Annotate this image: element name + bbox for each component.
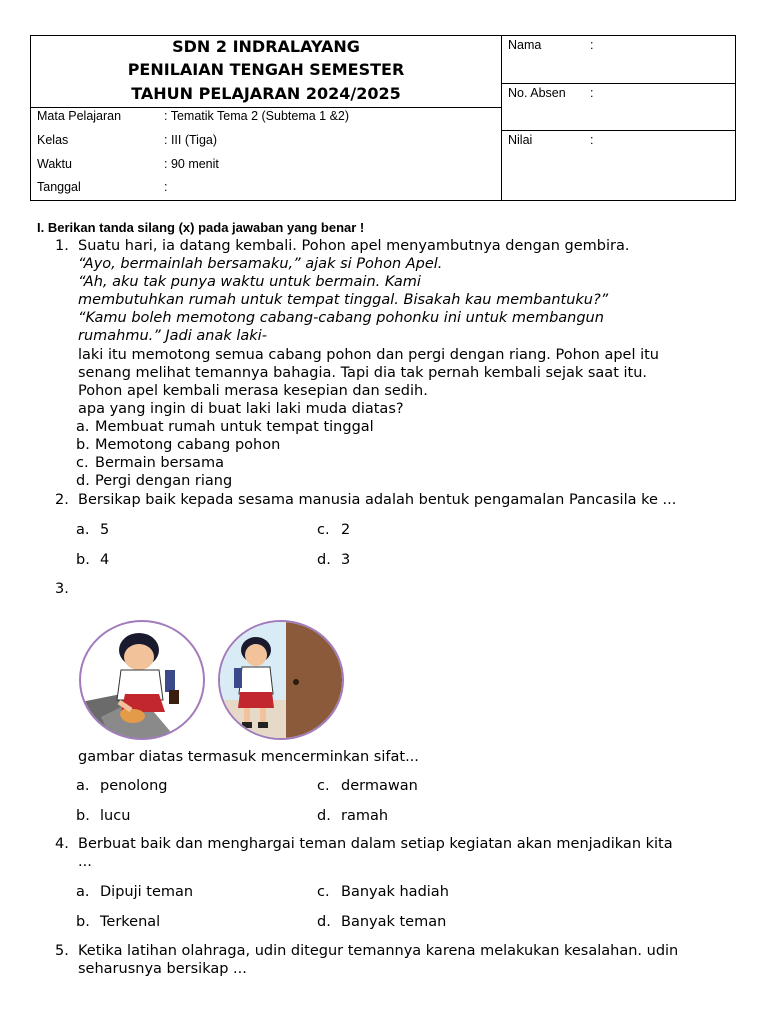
option-text: Bermain bersama [95, 455, 224, 471]
question-5-line: seharusnya bersikap ... [78, 961, 247, 977]
exam-title: PENILAIAN TENGAH SEMESTER [127, 60, 405, 79]
option-text: Banyak hadiah [341, 884, 449, 900]
question-4-line: Berbuat baik dan menghargai teman dalam setiap kegiatan akan menjadikan kita [78, 836, 673, 852]
option-letter: c. [317, 778, 330, 794]
option-letter: c. [317, 522, 330, 538]
question-1-line: laki itu memotong semua cabang pohon dan pergi dengan riang. Pohon apel itu [78, 347, 659, 363]
class-value: : III (Tiga) [164, 133, 218, 147]
question-5-line: Ketika latihan olahraga, udin ditegur temannya karena melakukan kesalahan. udin [78, 943, 679, 959]
subject-value: : Tematik Tema 2 (Subtema 1 &2) [164, 109, 350, 123]
absence-label: No. Absen [508, 86, 566, 100]
question-1-line: “Ayo, bermainlah bersamaku,” ajak si Pohon Apel. [78, 256, 443, 272]
class-label: Kelas [37, 133, 69, 147]
question-4-line: ... [78, 854, 92, 870]
divider [501, 83, 735, 84]
option-letter: d. [317, 808, 331, 824]
option-letter: a. [76, 419, 90, 435]
option-letter: d. [317, 914, 331, 930]
option-letter: a. [76, 778, 90, 794]
option-text: 2 [341, 522, 351, 538]
option-text: ramah [341, 808, 389, 824]
section-instruction: I. Berikan tanda silang (x) pada jawaban yang benar ! [37, 220, 365, 235]
option-text: 3 [341, 552, 351, 568]
score-colon: : [590, 133, 594, 147]
name-colon: : [590, 38, 594, 52]
subject-label: Mata Pelajaran [37, 109, 122, 123]
time-value: : 90 menit [164, 157, 219, 171]
option-text: Pergi dengan riang [95, 473, 233, 489]
option-text: dermawan [341, 778, 418, 794]
school-year: TAHUN PELAJARAN 2024/2025 [131, 84, 401, 103]
option-text: penolong [100, 778, 168, 794]
option-letter: b. [76, 437, 90, 453]
option-letter: a. [76, 522, 90, 538]
header-table [30, 35, 736, 201]
question-3-text: gambar diatas termasuk mencerminkan sifat... [78, 749, 419, 765]
question-number: 2. [55, 492, 69, 508]
time-label: Waktu [37, 157, 72, 171]
question-1-line: rumahmu.” Jadi anak laki- [78, 328, 267, 344]
divider [501, 36, 502, 200]
option-letter: d. [76, 473, 90, 489]
option-text: Terkenal [100, 914, 161, 930]
question-number: 3. [55, 581, 69, 597]
question-1-line: Pohon apel kembali merasa kesepian dan sedih. [78, 383, 428, 399]
option-letter: a. [76, 884, 90, 900]
option-text: 5 [100, 522, 110, 538]
option-letter: b. [76, 914, 90, 930]
name-label: Nama [508, 38, 542, 52]
question-1-line: senang melihat temannya bahagia. Tapi dia tak pernah kembali sejak saat itu. [78, 365, 648, 381]
divider [31, 107, 501, 108]
option-text: Banyak teman [341, 914, 447, 930]
question-1-line: Suatu hari, ia datang kembali. Pohon apel menyambutnya dengan gembira. [78, 238, 630, 254]
boy-at-door-illustration [218, 620, 344, 740]
option-letter: b. [76, 552, 90, 568]
question-1-line: apa yang ingin di buat laki laki muda diatas? [78, 401, 404, 417]
option-letter: c. [76, 455, 89, 471]
school-name: SDN 2 INDRALAYANG [172, 37, 360, 56]
absence-colon: : [590, 86, 594, 100]
option-text: lucu [100, 808, 131, 824]
option-letter: c. [317, 884, 330, 900]
question-1-line: membutuhkan rumah untuk tempat tinggal. Bisakah kau membantuku?” [78, 292, 609, 308]
boy-helping-cat-illustration [79, 620, 205, 740]
option-text: Membuat rumah untuk tempat tinggal [95, 419, 374, 435]
option-text: 4 [100, 552, 110, 568]
question-1-line: “Kamu boleh memotong cabang-cabang pohonku ini untuk membangun [78, 310, 604, 326]
divider [501, 130, 735, 131]
option-text: Memotong cabang pohon [95, 437, 281, 453]
option-letter: b. [76, 808, 90, 824]
question-1-line: “Ah, aku tak punya waktu untuk bermain. Kami [78, 274, 421, 290]
question-number: 1. [55, 238, 69, 254]
option-text: Dipuji teman [100, 884, 194, 900]
date-label: Tanggal [37, 180, 81, 194]
date-value: : [164, 180, 168, 194]
question-2-text: Bersikap baik kepada sesama manusia adalah bentuk pengamalan Pancasila ke ... [78, 492, 677, 508]
score-label: Nilai [508, 133, 533, 147]
option-letter: d. [317, 552, 331, 568]
question-number: 5. [55, 943, 69, 959]
question-number: 4. [55, 836, 69, 852]
